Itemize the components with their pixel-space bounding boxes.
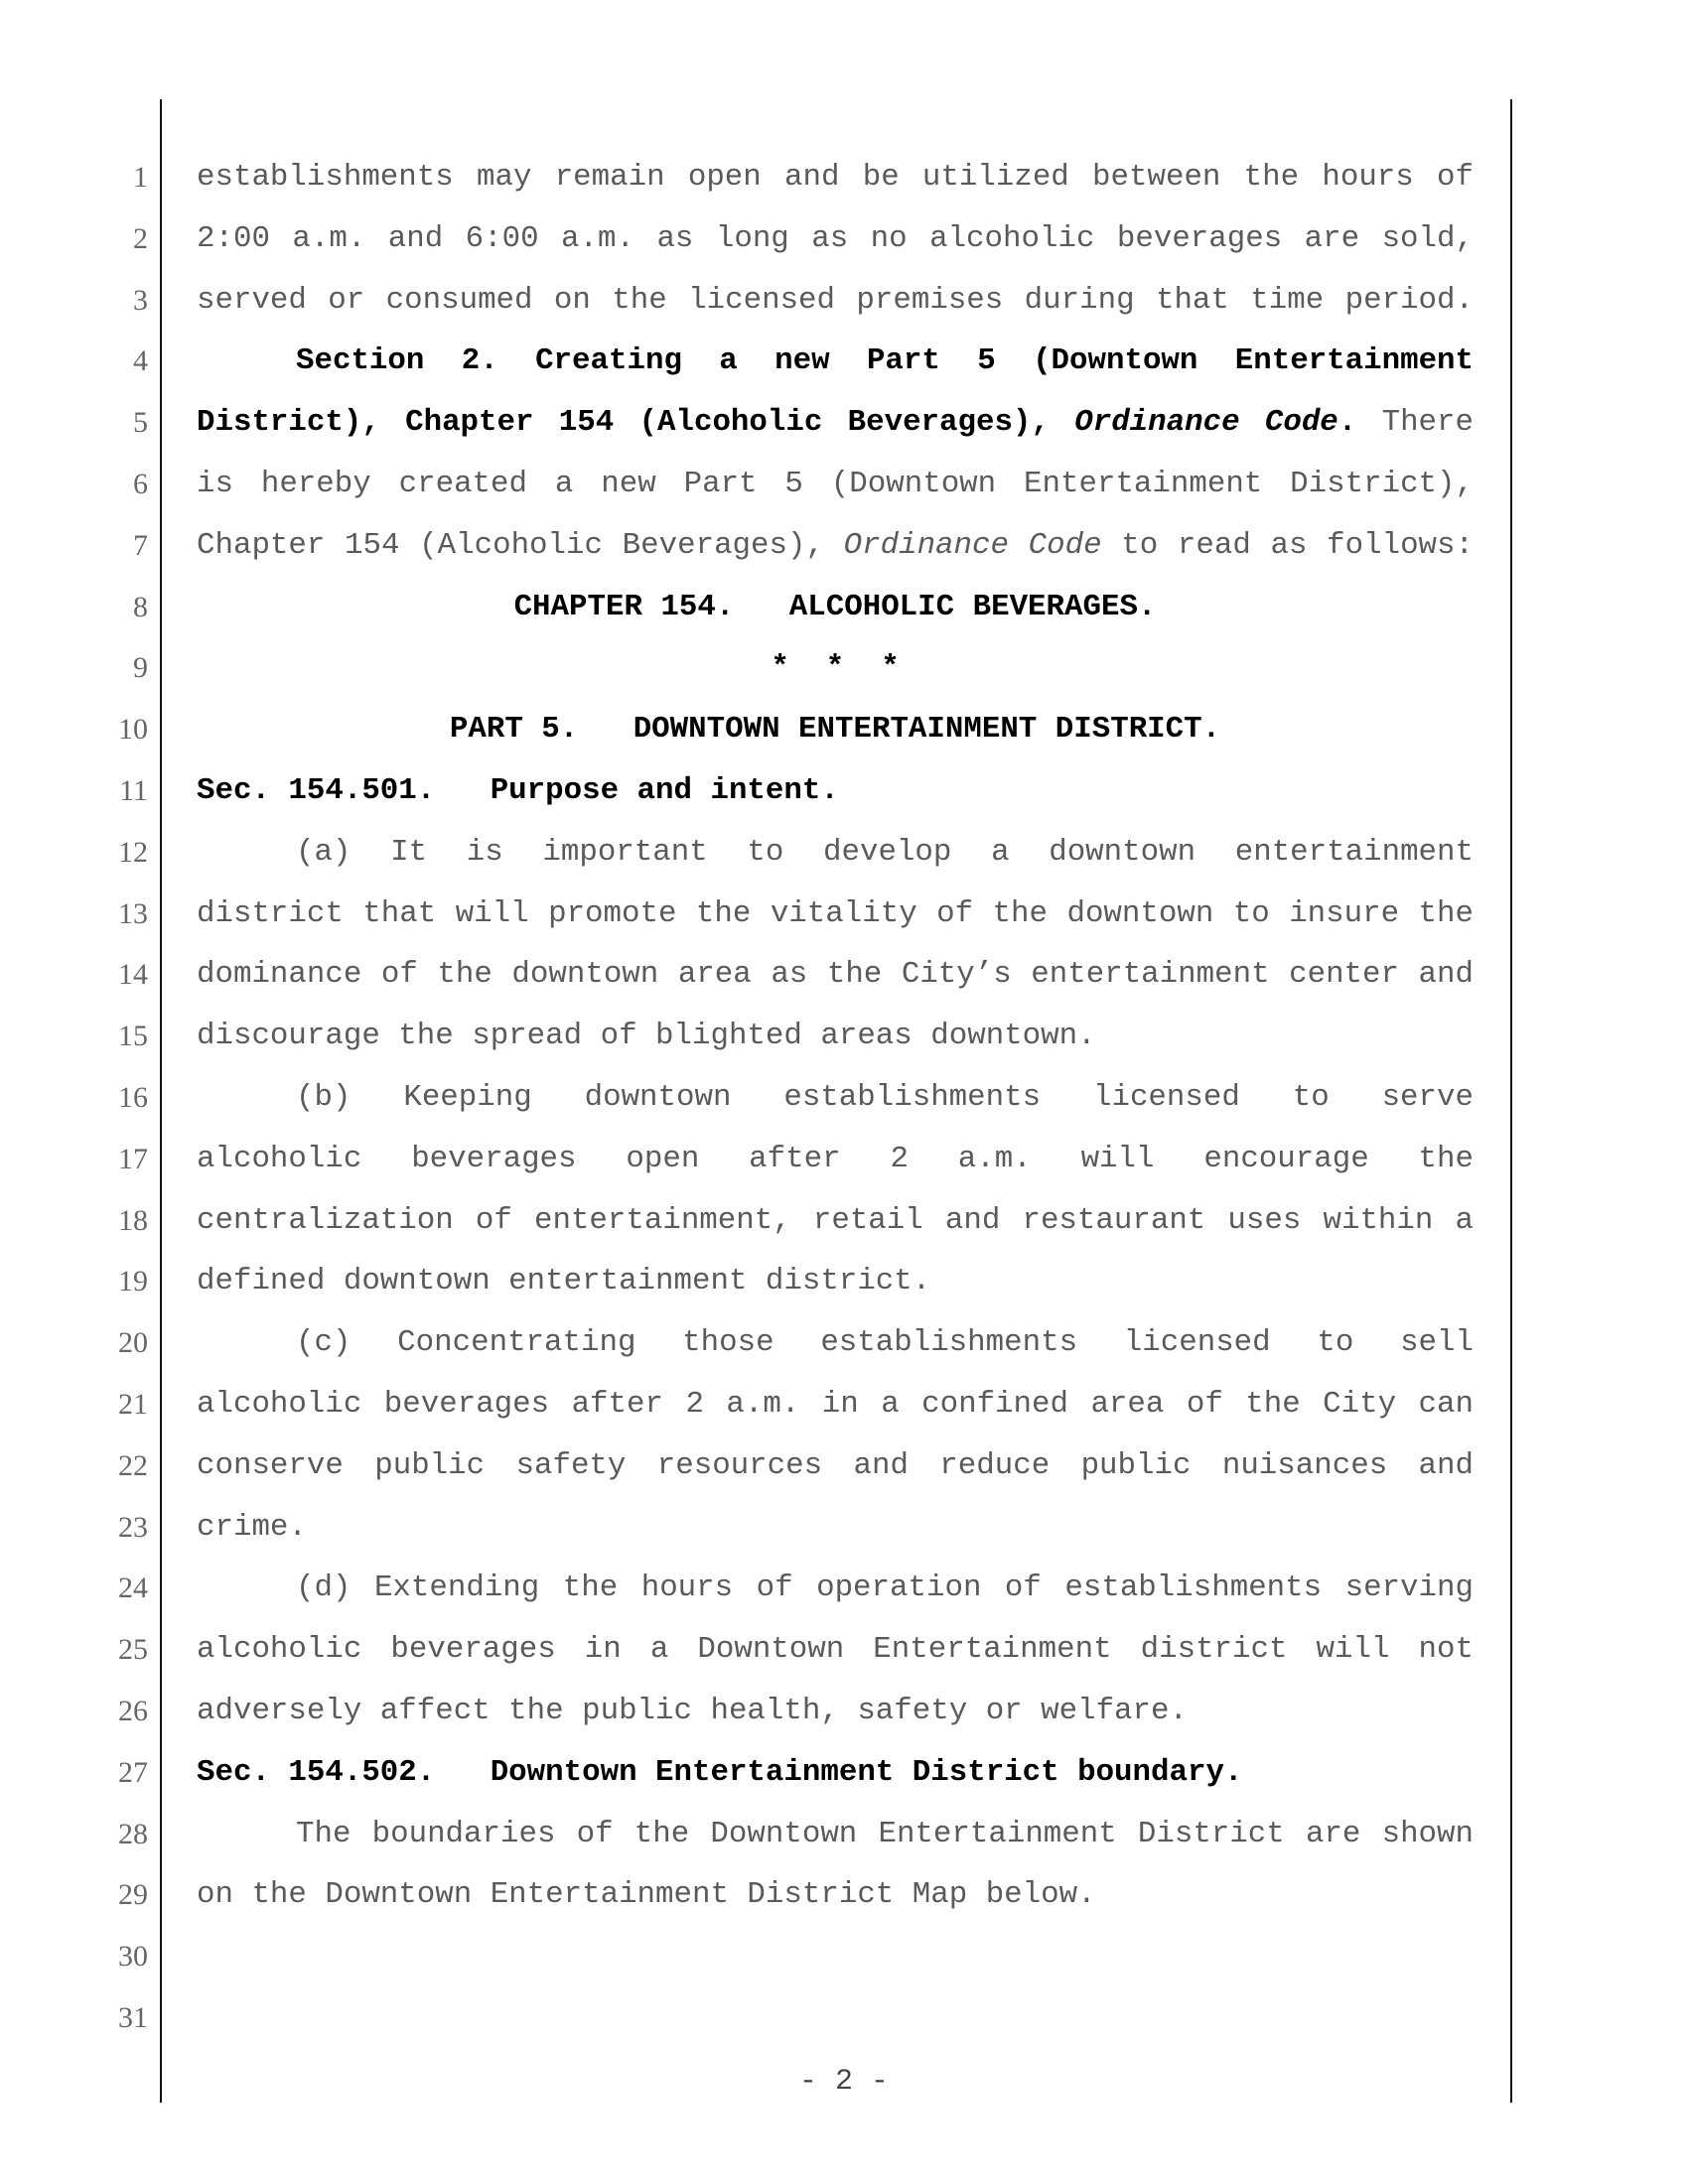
line-text — [197, 944, 1474, 1006]
line-number: 18 — [118, 1203, 148, 1237]
document-line — [0, 944, 1688, 1006]
document-line — [0, 147, 1688, 208]
line-number: 14 — [118, 958, 148, 992]
line-number: 4 — [133, 344, 148, 378]
document-line — [0, 1742, 1688, 1804]
line-number: 27 — [118, 1755, 148, 1789]
line-number: 29 — [118, 1878, 148, 1912]
body-text: adversely affect the public health, safety or welfare. — [197, 1694, 1188, 1728]
line-text — [197, 1742, 1474, 1804]
body-text: is hereby created a new Part 5 (Downtown Entertainment District), — [197, 467, 1474, 501]
line-text — [197, 147, 1474, 208]
document-line — [0, 1804, 1688, 1865]
italic-text: Ordinance Code — [843, 527, 1102, 563]
body-text: (d) Extending the hours of operation of establishments serving — [296, 1570, 1474, 1606]
line-number: 11 — [119, 774, 148, 807]
body-text: alcoholic beverages open after 2 a.m. will encourage the — [197, 1141, 1474, 1176]
line-number: 1 — [133, 161, 148, 194]
line-number: 22 — [118, 1448, 148, 1482]
document-line — [0, 1312, 1688, 1374]
line-text — [197, 1681, 1474, 1742]
line-text — [197, 884, 1474, 945]
body-text: alcoholic beverages in a Downtown Entertainment district will not — [197, 1632, 1474, 1668]
line-number: 5 — [133, 406, 148, 440]
line-number: 6 — [133, 468, 148, 500]
bold-text: District), Chapter 154 (Alcoholic Beverages), — [197, 405, 1075, 441]
line-number: 21 — [118, 1388, 148, 1421]
document-line — [0, 270, 1688, 332]
document-line — [0, 1006, 1688, 1067]
line-number: 31 — [118, 2001, 148, 2034]
bold-text: Sec. 154.502. Downtown Entertainment District boundary. — [197, 1754, 1243, 1790]
body-text: centralization of entertainment, retail and restaurant uses within a — [197, 1202, 1474, 1238]
line-text — [197, 331, 1474, 392]
bold-text: Ordinance Code — [1074, 405, 1338, 441]
document-line — [0, 699, 1688, 760]
body-text: defined downtown entertainment district. — [197, 1264, 931, 1299]
body-text: The boundaries of the Downtown Entertainment District are shown — [296, 1816, 1474, 1851]
body-text: to read as follows: — [1101, 527, 1474, 563]
line-text — [197, 1435, 1474, 1497]
line-text — [197, 760, 1474, 822]
line-number: 17 — [118, 1142, 148, 1175]
document-line — [0, 331, 1688, 392]
line-number: 19 — [118, 1265, 148, 1298]
line-text — [197, 1804, 1474, 1865]
body-text: There — [1356, 405, 1474, 441]
body-text: alcoholic beverages after 2 a.m. in a confined area of the City can — [197, 1387, 1474, 1422]
document-line — [0, 1067, 1688, 1129]
body-text: dominance of the downtown area as the City’s entertainment center and — [197, 957, 1474, 993]
line-text — [197, 392, 1474, 454]
line-number: 3 — [133, 283, 148, 317]
body-text: discourage the spread of blighted areas downtown. — [197, 1019, 1096, 1054]
line-text — [197, 515, 1474, 577]
document-line — [0, 392, 1688, 454]
line-number: 13 — [118, 896, 148, 930]
document-line — [0, 1864, 1688, 1926]
document-line — [0, 1251, 1688, 1312]
document-line — [0, 760, 1688, 822]
line-number: 8 — [133, 590, 148, 623]
line-text — [197, 577, 1474, 638]
line-number: 9 — [133, 651, 148, 685]
line-number: 15 — [118, 1020, 148, 1053]
line-text — [197, 1006, 1474, 1067]
line-text — [197, 1619, 1474, 1681]
document-line — [0, 1558, 1688, 1619]
document-line — [0, 1374, 1688, 1435]
body-text: Chapter 154 (Alcoholic Beverages), — [197, 527, 844, 563]
document-line — [0, 1619, 1688, 1681]
document-line — [0, 1926, 1688, 1987]
line-number: 2 — [133, 221, 148, 255]
bold-text: Section 2. — [296, 343, 498, 379]
line-text — [197, 1312, 1474, 1374]
line-number: 7 — [133, 528, 148, 562]
document-line — [0, 822, 1688, 884]
line-number: 25 — [118, 1633, 148, 1667]
line-text — [197, 1497, 1474, 1559]
document-line — [0, 515, 1688, 577]
document-line — [0, 454, 1688, 515]
document-line — [0, 1681, 1688, 1742]
body-text: on the Downtown Entertainment District Map below. — [197, 1877, 1096, 1913]
body-text: conserve public safety resources and reduce public nuisances and — [197, 1447, 1474, 1483]
line-text — [197, 1558, 1474, 1619]
line-number: 10 — [118, 713, 148, 747]
line-number: 28 — [118, 1817, 148, 1850]
line-number: 23 — [118, 1510, 148, 1544]
line-number: 12 — [118, 835, 148, 869]
bold-text: . — [1337, 405, 1357, 441]
document-line — [0, 1435, 1688, 1497]
bold-text: * * * — [771, 650, 900, 686]
document-line — [0, 884, 1688, 945]
line-number: 20 — [118, 1326, 148, 1360]
bold-text: Creating a new Part 5 (Downtown Entertainment — [535, 343, 1475, 379]
line-text — [197, 1190, 1474, 1252]
body-text: district that will promote the vitality of the downtown to insure the — [197, 895, 1474, 931]
line-text — [197, 270, 1474, 332]
bold-text: Sec. 154.501. Purpose and intent. — [197, 773, 839, 808]
page-number: - 2 - — [798, 2065, 889, 2099]
body-text: crime. — [197, 1509, 307, 1545]
body-text: establishments may remain open and be utilized between the hours of — [197, 160, 1474, 195]
line-text — [197, 1251, 1474, 1312]
bold-text: PART 5. DOWNTOWN ENTERTAINMENT DISTRICT. — [449, 712, 1221, 748]
document-line — [0, 1987, 1688, 2049]
body-text: 2:00 a.m. and 6:00 a.m. as long as no alcoholic beverages are sold, — [197, 220, 1474, 256]
body-text: served or consumed on the licensed premises during that time period. — [197, 282, 1474, 318]
line-text — [197, 1067, 1474, 1129]
line-text — [197, 1129, 1474, 1190]
line-text — [197, 1374, 1474, 1435]
line-number: 26 — [118, 1695, 148, 1727]
document-line — [0, 1190, 1688, 1252]
line-number: 24 — [118, 1571, 148, 1605]
document-line — [0, 208, 1688, 270]
body-text: (b) Keeping downtown establishments licensed to serve — [296, 1080, 1474, 1115]
document-line — [0, 577, 1688, 638]
document-line — [0, 1497, 1688, 1559]
body-text: (a) It is important to develop a downtown entertainment — [296, 834, 1474, 870]
line-number: 30 — [118, 1940, 148, 1974]
line-number: 16 — [118, 1081, 148, 1114]
line-text — [197, 208, 1474, 270]
body-text — [498, 343, 535, 378]
line-text — [197, 1864, 1474, 1926]
line-text — [197, 699, 1474, 760]
body-text: (c) Concentrating those establishments licensed to sell — [296, 1325, 1474, 1361]
document-line — [0, 1129, 1688, 1190]
line-text — [197, 454, 1474, 515]
bold-text: CHAPTER 154. ALCOHOLIC BEVERAGES. — [513, 589, 1157, 624]
line-text — [197, 822, 1474, 884]
line-text — [197, 637, 1474, 699]
document-line — [0, 637, 1688, 699]
